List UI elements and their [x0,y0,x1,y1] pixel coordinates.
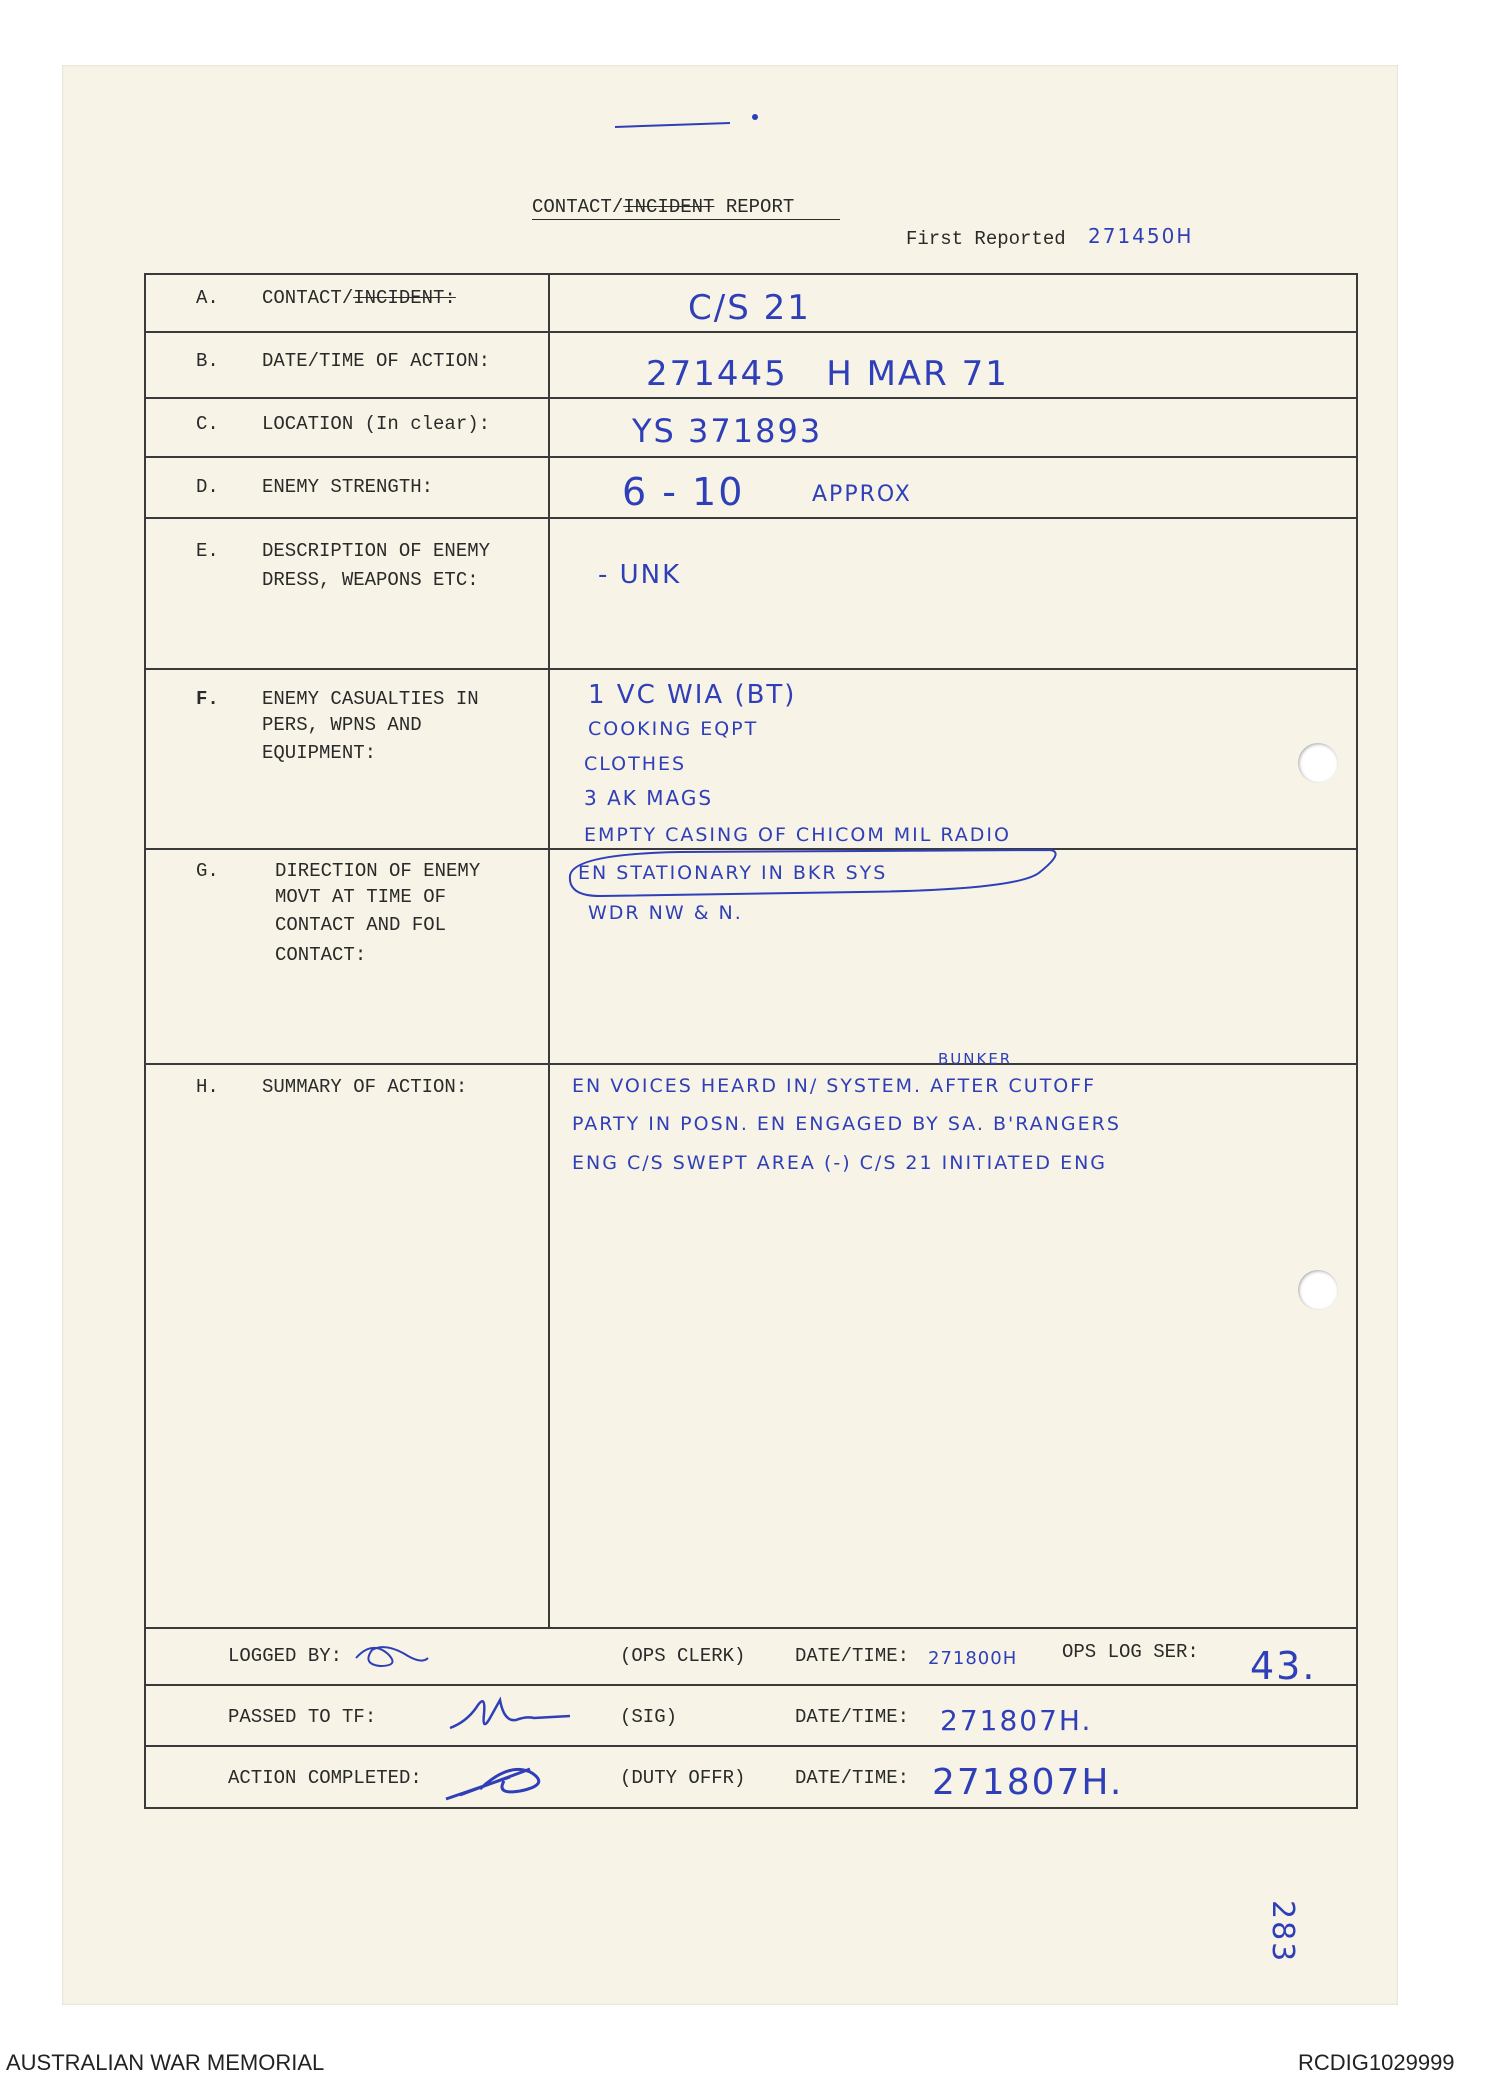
row-a-value: C/S 21 [688,288,811,328]
row-line [144,397,1358,399]
row-h-value-2: PARTY IN POSN. EN ENGAGED BY SA. B'RANGERS [572,1113,1121,1135]
punch-hole-top [1298,743,1338,783]
passed-to-tf-dt-value: 271807H. [940,1704,1093,1737]
table-border-left [144,273,146,1807]
row-f-value-5: EMPTY CASING OF CHICOM MIL RADIO [584,824,1011,846]
logged-by-initials [352,1636,432,1676]
row-h-insert: BUNKER [938,1050,1013,1068]
row-h-value-1: EN VOICES HEARD IN/ SYSTEM. AFTER CUTOFF [572,1075,1097,1097]
row-g-value-2: WDR NW & N. [588,902,743,924]
row-c-value: YS 371893 [632,412,823,450]
row-e-label-1: DESCRIPTION OF ENEMY [262,540,491,562]
row-c-label: LOCATION (In clear): [262,413,491,435]
row-f-value-4: 3 AK MAGS [584,786,714,810]
page-number: 283 [1265,1900,1300,1964]
passed-to-tf-dt-label: DATE/TIME: [795,1706,910,1728]
row-line [144,668,1358,670]
row-g-letter: G. [196,860,219,882]
passed-to-tf-label: PASSED TO TF: [228,1706,377,1728]
action-completed-dt-label: DATE/TIME: [795,1767,910,1789]
first-reported-value: 271450H [1088,224,1194,248]
action-completed-label: ACTION COMPLETED: [228,1767,422,1789]
first-reported-label: First Reported [906,228,1066,250]
row-line [144,273,1358,275]
row-e-letter: E. [196,540,219,562]
row-line [144,1627,1358,1629]
row-d-label: ENEMY STRENGTH: [262,476,434,498]
punch-hole-bottom [1298,1270,1338,1310]
archive-credit: AUSTRALIAN WAR MEMORIAL [6,2050,325,2075]
row-b-letter: B. [196,350,219,372]
action-completed-dt-value: 271807H. [932,1762,1124,1803]
row-line [144,1063,1358,1065]
row-f-label-1: ENEMY CASUALTIES IN [262,688,479,710]
row-line [144,331,1358,333]
logged-by-dt-label: DATE/TIME: [795,1645,910,1667]
action-completed-role: (DUTY OFFR) [620,1767,746,1789]
row-c-letter: C. [196,413,219,435]
archive-id: RCDIG1029999 [1298,2050,1455,2075]
row-line [144,1684,1358,1686]
row-g-label-4: CONTACT: [275,944,367,966]
row-f-value-3: CLOTHES [584,753,687,775]
row-d-letter: D. [196,476,219,498]
row-line [144,456,1358,458]
row-f-label-3: EQUIPMENT: [262,742,377,764]
row-f-letter: F. [196,688,219,710]
ops-log-ser-label: OPS LOG SER: [1062,1641,1199,1663]
row-f-value-1: 1 VC WIA (BT) [588,680,797,710]
table-border-right [1356,273,1358,1807]
row-b-label: DATE/TIME OF ACTION: [262,350,491,372]
report-title-underline [532,219,840,220]
row-d-approx: APPROX [812,482,912,507]
ops-log-ser-value: 43. [1250,1644,1317,1688]
action-completed-initials [440,1755,560,1805]
row-d-value: 6 - 10 [622,470,745,514]
pen-mark [610,105,770,135]
logged-by-dt-value: 271800H [928,1648,1018,1669]
row-a-label: CONTACT/INCIDENT: [262,287,456,309]
row-f-value-2: COOKING EQPT [588,718,759,740]
passed-to-tf-signature [446,1688,576,1736]
row-e-value: - UNK [598,560,682,590]
passed-to-tf-role: (SIG) [620,1706,678,1728]
logged-by-label: LOGGED BY: [228,1645,343,1667]
row-line [144,517,1358,519]
row-h-value-3: ENG C/S SWEPT AREA (-) C/S 21 INITIATED ENG [572,1152,1108,1174]
report-title: CONTACT/INCIDENT REPORT [532,196,795,218]
row-g-label-2: MOVT AT TIME OF [275,886,447,908]
row-g-label-3: CONTACT AND FOL [275,914,447,936]
row-line [144,1745,1358,1747]
row-g-label-1: DIRECTION OF ENEMY [275,860,481,882]
row-h-label: SUMMARY OF ACTION: [262,1076,468,1098]
column-divider [548,273,550,1627]
row-e-label-2: DRESS, WEAPONS ETC: [262,569,479,591]
row-f-label-2: PERS, WPNS AND [262,714,422,736]
row-b-value: 271445 H MAR 71 [646,354,1009,394]
row-g-value-1: EN STATIONARY IN BKR SYS [578,862,888,884]
logged-by-role: (OPS CLERK) [620,1645,746,1667]
row-h-letter: H. [196,1076,219,1098]
row-line [144,1807,1358,1809]
row-a-letter: A. [196,287,219,309]
